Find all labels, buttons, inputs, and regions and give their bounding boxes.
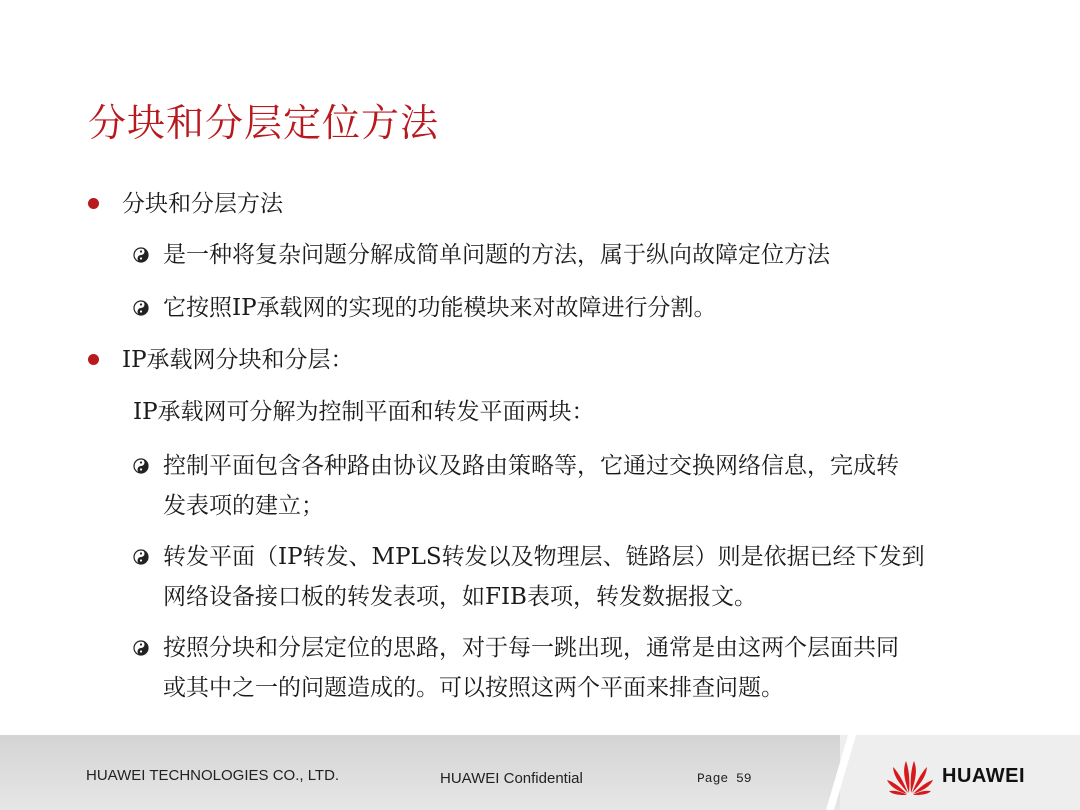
logo-wordmark: HUAWEI: [942, 765, 1025, 787]
bullet-text: 分块和分层方法: [122, 191, 283, 217]
huawei-flower-logo: [885, 755, 935, 795]
bullet-text: IP承载网分块和分层：: [122, 347, 354, 373]
red-dot-icon: [88, 354, 99, 365]
yin-yang-icon: [133, 458, 149, 474]
yin-yang-icon: [133, 640, 149, 656]
sub-bullet-text: 网络设备接口板的转发表项，如FIB表项，转发数据报文。: [163, 584, 757, 610]
footer-divider-slash: [826, 735, 856, 810]
sub-bullet-text: 它按照IP承载网的实现的功能模块来对故障进行分割。: [163, 295, 717, 321]
sub-bullet-text: 发表项的建立；: [163, 493, 324, 519]
yin-yang-icon: [133, 549, 149, 565]
company-name: HUAWEI TECHNOLOGIES CO., LTD.: [86, 767, 340, 784]
plain-text-line: IP承载网可分解为控制平面和转发平面两块：: [133, 399, 595, 425]
sub-bullet-text: 或其中之一的问题造成的。可以按照这两个平面来排查问题。: [163, 675, 784, 701]
yin-yang-icon: [133, 247, 149, 263]
page-number: Page 59: [697, 771, 752, 786]
huawei-logo: [885, 755, 1055, 795]
sub-bullet-text: 按照分块和分层定位的思路，对于每一跳出现，通常是由这两个层面共同: [163, 635, 899, 661]
sub-bullet-text: 是一种将复杂问题分解成简单问题的方法，属于纵向故障定位方法: [163, 242, 830, 268]
yin-yang-icon: [133, 300, 149, 316]
sub-bullet-text: 转发平面（IP转发、MPLS转发以及物理层、链路层）则是依据已经下发到: [163, 544, 925, 570]
red-dot-icon: [88, 198, 99, 209]
confidential-label: HUAWEI Confidential: [440, 770, 583, 787]
slide-title: 分块和分层定位方法: [88, 101, 440, 145]
sub-bullet-text: 控制平面包含各种路由协议及路由策略等，它通过交换网络信息，完成转: [163, 453, 899, 479]
footer-bar: [0, 735, 1080, 810]
